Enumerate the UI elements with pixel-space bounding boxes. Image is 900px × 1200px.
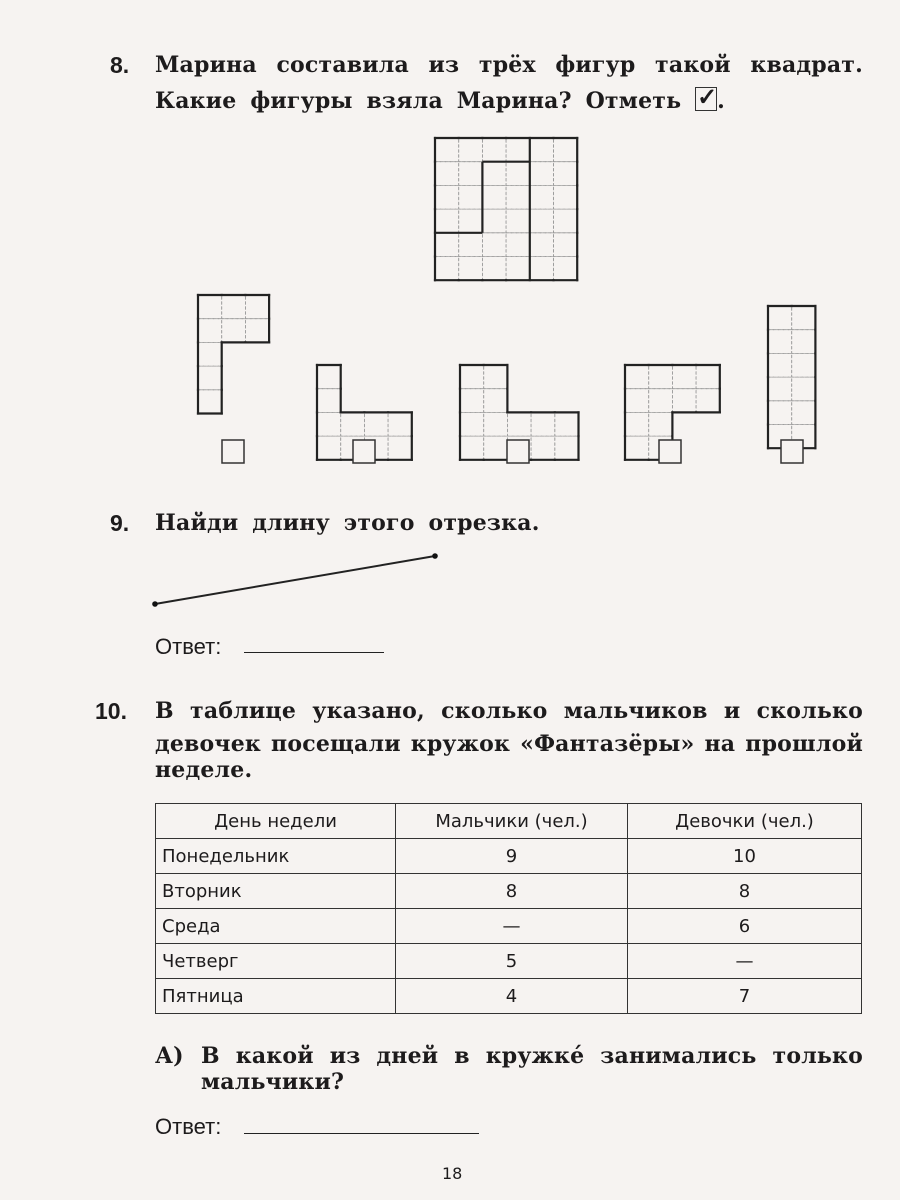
composite-square-cell xyxy=(554,233,578,257)
figure-option-4-cell xyxy=(649,412,673,436)
task-8-number: 8. xyxy=(110,52,130,78)
figure-option-1-cell xyxy=(198,295,222,319)
figure-option-3-cell xyxy=(484,389,508,413)
figure-option-1-cell xyxy=(245,295,269,319)
composite-square-cell xyxy=(459,162,483,186)
figure-option-5-cell xyxy=(768,377,792,401)
attendance-table xyxy=(155,803,862,1014)
figure-option-1-cell xyxy=(222,319,246,343)
composite-square-cell xyxy=(482,138,506,162)
figure-option-4-cell xyxy=(625,365,649,389)
figure-option-3-cell xyxy=(555,436,579,460)
option-checkbox-3[interactable] xyxy=(507,440,529,463)
composite-square-cell xyxy=(435,233,459,257)
composite-square-cell xyxy=(530,209,554,233)
task-8-question: Какие фигуры взяла Марина? Отметь xyxy=(155,88,682,114)
figure-option-5-cell xyxy=(792,330,816,354)
header-boys: Мальчики (чел.) xyxy=(396,804,628,839)
cell-boys: 5 xyxy=(396,944,628,979)
table-header-row xyxy=(156,804,862,839)
composite-square-cell xyxy=(554,209,578,233)
segment-diagram xyxy=(0,540,500,620)
figure-option-1-cell xyxy=(222,295,246,319)
composite-square-cell xyxy=(482,257,506,281)
composite-square-cell xyxy=(435,138,459,162)
task-9-number: 9. xyxy=(110,510,130,536)
cell-girls: 7 xyxy=(628,979,862,1014)
composite-square-cell xyxy=(506,138,530,162)
figure-option-4-cell xyxy=(672,389,696,413)
figure-option-3-cell xyxy=(484,412,508,436)
composite-square-cell xyxy=(530,138,554,162)
cell-boys: 4 xyxy=(396,979,628,1014)
header-day: День недели xyxy=(156,804,396,839)
option-checkbox-2[interactable] xyxy=(353,440,375,463)
task-10-number: 10. xyxy=(95,698,127,724)
cell-day: Пятница xyxy=(156,979,396,1014)
part-a-answer-field[interactable] xyxy=(244,1133,479,1134)
task-10-text-line1: В таблице указано, сколько мальчиков и сколько xyxy=(155,698,863,724)
composite-square-cell xyxy=(459,209,483,233)
table-row xyxy=(156,979,862,1014)
figure-option-2-cell xyxy=(364,412,388,436)
table-row xyxy=(156,944,862,979)
composite-square-cell xyxy=(506,209,530,233)
task-9-answer-field[interactable] xyxy=(244,652,384,653)
table-row xyxy=(156,909,862,944)
cell-girls: 10 xyxy=(628,839,862,874)
figure-option-3-cell xyxy=(531,436,555,460)
cell-boys: 8 xyxy=(396,874,628,909)
part-a-text-line2: мальчики? xyxy=(201,1069,345,1095)
figure-option-2-cell xyxy=(317,436,341,460)
composite-square-cell xyxy=(482,209,506,233)
composite-square-cell xyxy=(435,162,459,186)
figure-option-5-cell xyxy=(792,401,816,425)
figure-option-1-cell xyxy=(198,390,222,414)
figure-option-5-cell xyxy=(768,330,792,354)
task-10-text-line3: неделе. xyxy=(155,757,253,783)
figure-option-2-cell xyxy=(388,436,412,460)
figure-option-2-cell xyxy=(317,389,341,413)
figure-option-5-cell xyxy=(768,306,792,330)
cell-day: Вторник xyxy=(156,874,396,909)
cell-girls: — xyxy=(628,944,862,979)
figure-option-3-cell xyxy=(460,436,484,460)
composite-square-cell xyxy=(459,138,483,162)
cell-day: Понедельник xyxy=(156,839,396,874)
option-checkbox-1[interactable] xyxy=(222,440,244,463)
figure-option-3-cell xyxy=(460,389,484,413)
part-a-label: А) xyxy=(155,1043,184,1069)
figure-option-3-cell xyxy=(460,412,484,436)
composite-square-cell xyxy=(554,185,578,209)
check-mark-icon: ✓ xyxy=(697,82,718,111)
figure-option-4-cell xyxy=(696,389,720,413)
composite-square-cell xyxy=(530,233,554,257)
composite-square-cell xyxy=(506,185,530,209)
task-9-answer-label: Ответ: xyxy=(155,634,222,659)
composite-square-cell xyxy=(482,233,506,257)
page-number: 18 xyxy=(442,1164,463,1183)
figure-option-2-cell xyxy=(317,365,341,389)
figure-option-5-cell xyxy=(792,377,816,401)
composite-square-cell xyxy=(459,257,483,281)
figure-option-4-cell xyxy=(696,365,720,389)
figure-option-5-cell xyxy=(768,401,792,425)
task-10-text-line2: девочек посещали кружок «Фантазёры» на прошлой xyxy=(155,731,863,757)
figure-option-3-cell xyxy=(460,365,484,389)
figure-option-2-cell xyxy=(317,412,341,436)
composite-square-cell xyxy=(554,257,578,281)
cell-boys: — xyxy=(396,909,628,944)
figure-option-2-cell xyxy=(341,412,365,436)
figure-option-3-cell xyxy=(484,365,508,389)
figure-option-2-cell xyxy=(388,412,412,436)
composite-square-cell xyxy=(506,257,530,281)
figure-option-4-cell xyxy=(625,436,649,460)
figure-option-3-cell xyxy=(507,412,531,436)
composite-square-cell xyxy=(554,138,578,162)
composite-square-cell xyxy=(530,257,554,281)
composite-square-cell xyxy=(554,162,578,186)
figure-option-1-cell xyxy=(198,366,222,390)
figure-option-1-cell xyxy=(198,342,222,366)
composite-square-cell xyxy=(506,233,530,257)
cell-day: Среда xyxy=(156,909,396,944)
segment-line xyxy=(155,556,435,604)
figure-option-5-cell xyxy=(768,353,792,377)
task-8-text-line1: Марина составила из трёх фигур такой квадрат. xyxy=(155,52,863,78)
figure-option-1-cell xyxy=(198,319,222,343)
cell-day: Четверг xyxy=(156,944,396,979)
figure-option-3-cell xyxy=(531,412,555,436)
option-checkbox-5[interactable] xyxy=(781,440,803,463)
cell-girls: 6 xyxy=(628,909,862,944)
composite-square-cell xyxy=(459,233,483,257)
figure-option-4-cell xyxy=(625,412,649,436)
figure-option-3-cell xyxy=(484,436,508,460)
figure-option-4-cell xyxy=(625,389,649,413)
part-a-text-line1: В какой из дней в кружке́ занимались только xyxy=(201,1043,863,1069)
composite-square-cell xyxy=(435,185,459,209)
table-row xyxy=(156,874,862,909)
figure-option-5-cell xyxy=(792,353,816,377)
composite-square-cell xyxy=(506,162,530,186)
figure-option-5-cell xyxy=(792,306,816,330)
composite-square-cell xyxy=(459,185,483,209)
composite-square-cell xyxy=(530,162,554,186)
task-9-text: Найди длину этого отрезка. xyxy=(155,510,540,536)
part-a-answer-label: Ответ: xyxy=(155,1114,222,1139)
segment-endpoint-b xyxy=(432,553,438,559)
segment-endpoint-a xyxy=(152,601,158,607)
composite-square-cell xyxy=(482,185,506,209)
composite-square-cell xyxy=(482,162,506,186)
cell-girls: 8 xyxy=(628,874,862,909)
header-girls: Девочки (чел.) xyxy=(628,804,862,839)
option-checkbox-4[interactable] xyxy=(659,440,681,463)
figure-option-4-cell xyxy=(649,389,673,413)
figures-diagram xyxy=(0,0,900,480)
figure-option-4-cell xyxy=(649,365,673,389)
cell-boys: 9 xyxy=(396,839,628,874)
composite-square-cell xyxy=(435,257,459,281)
figure-option-4-cell xyxy=(672,365,696,389)
period: . xyxy=(717,88,725,114)
figure-option-3-cell xyxy=(555,412,579,436)
figure-option-1-cell xyxy=(245,319,269,343)
table-row xyxy=(156,839,862,874)
composite-square-cell xyxy=(530,185,554,209)
composite-square-cell xyxy=(435,209,459,233)
